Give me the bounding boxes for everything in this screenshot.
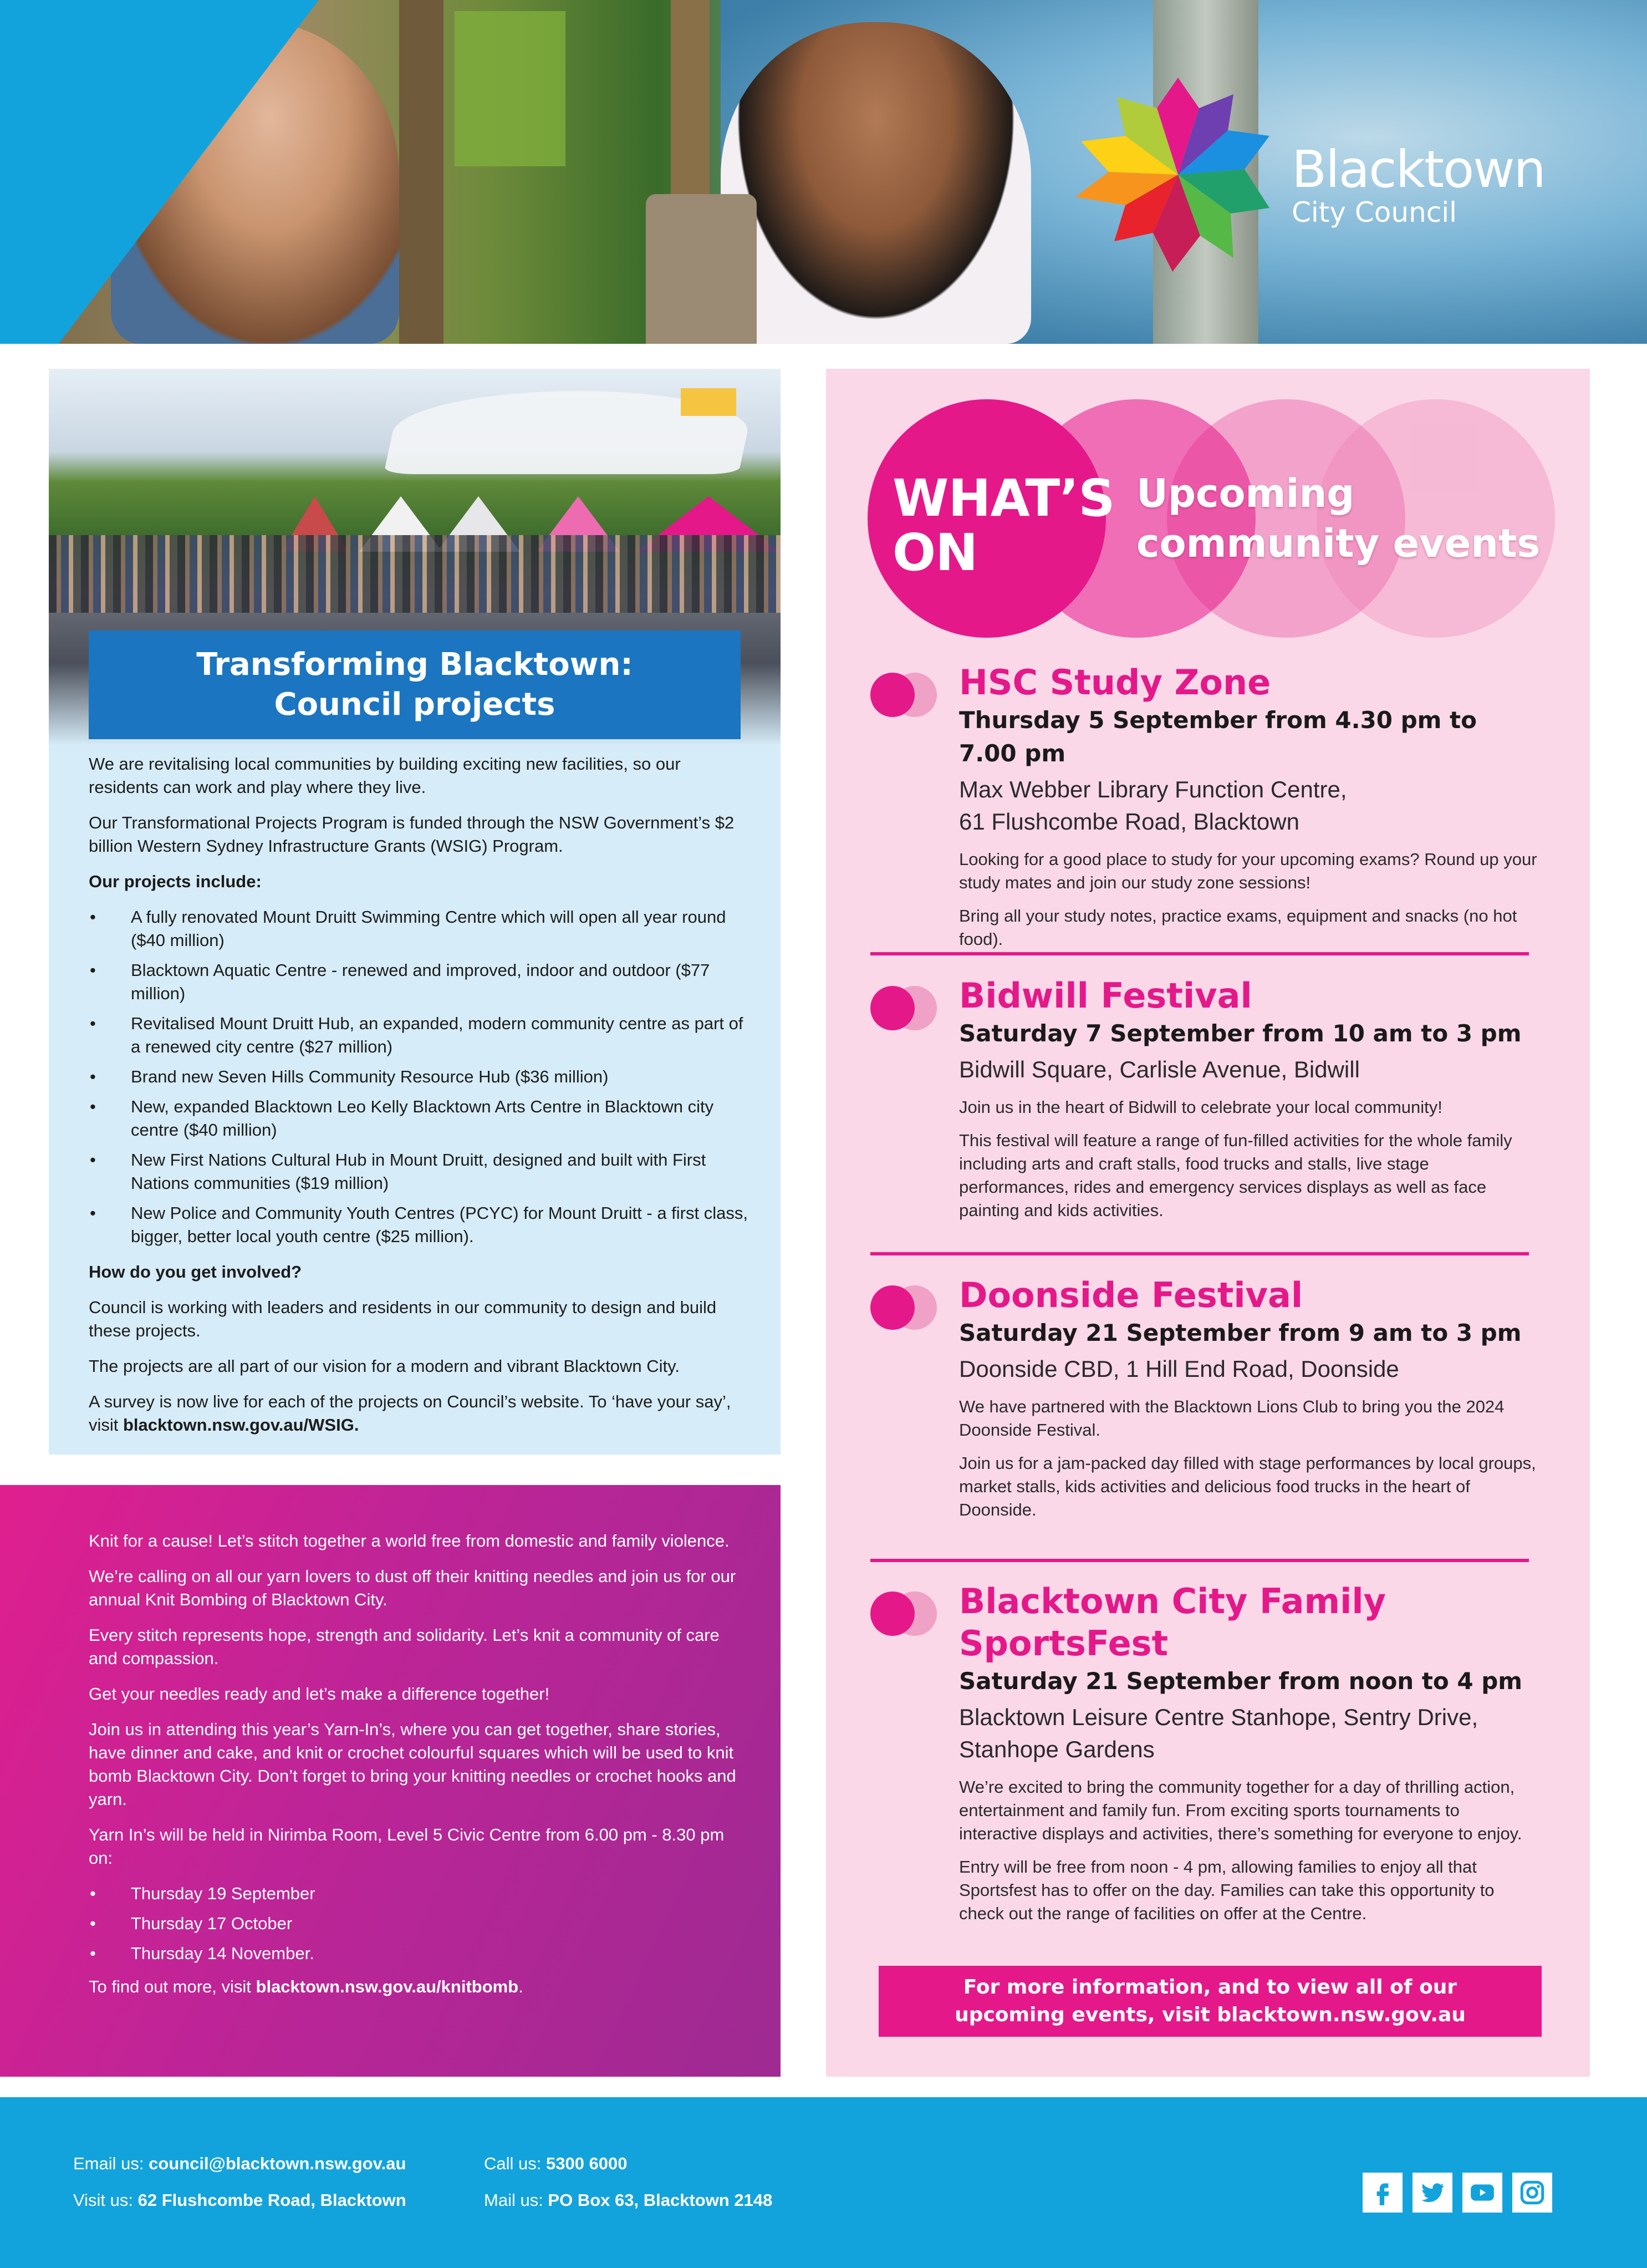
projects-title-box: [89, 630, 741, 739]
council-subname: City Council: [1292, 196, 1457, 228]
event-description: Looking for a good place to study for your upcoming exams? Round up your study mates and join our study zone sessions!: [959, 850, 1537, 892]
knit-paragraph: Join us in attending this year’s Yarn-In’s, where you can get together, share stories, have dinner and cake, and knit or crochet colourful squares which will be used to knit bomb Blacktown City. Don’t forget to bring your knitting needles or crochet hooks and yarn.: [89, 1720, 736, 1809]
event-description: We’re excited to bring the community together for a day of thrilling action, entertainment and family fun. From exciting sports tournaments to interactive displays and activities, there’s something for everyone to enjoy.: [959, 1777, 1522, 1843]
event-title: Blacktown City Family SportsFest: [959, 1581, 1386, 1664]
event-divider: [870, 1252, 1529, 1255]
whats-on-title: [893, 471, 1115, 580]
hero-photo-play-equipment: [455, 11, 565, 166]
knit-paragraph: Get your needles ready and let’s make a difference together!: [89, 1684, 550, 1703]
footer-call: [484, 2154, 628, 2174]
whats-on-title-line: WHAT’S: [893, 469, 1115, 528]
footer-call-label: Call us:: [484, 2154, 546, 2173]
event-bullet-icon: [870, 986, 942, 1030]
yarn-in-dates: [89, 1882, 743, 1965]
hero-photo-girl-right: [721, 22, 1031, 344]
council-wordmark: [1292, 140, 1545, 228]
knit-paragraph: We’re calling on all our yarn lovers to dust off their knitting needles and join us for our annual Knit Bombing of Blacktown City.: [89, 1567, 736, 1609]
footer-mail-address: PO Box 63, Blacktown 2148: [548, 2190, 773, 2210]
event-description: This festival will feature a range of fun-filled activities for the whole family including arts and craft stalls, food trucks and stalls, live stage performances, rides and emergency services displays as well as face painting and kids activities.: [959, 1131, 1512, 1220]
hero-photo-wooden-post: [646, 194, 757, 344]
yarn-in-date: • Thursday 17 October: [89, 1912, 743, 1935]
knit-paragraph: Yarn In’s will be held in Nirimba Room, Level 5 Civic Centre from 6.00 pm - 8.30 pm on:: [89, 1825, 725, 1868]
footer: [0, 2097, 1647, 2268]
footer-email-link[interactable]: council@blacktown.nsw.gov.au: [149, 2154, 406, 2173]
projects-list: [89, 906, 754, 1248]
projects-list-item: • Brand new Seven Hills Community Resource Hub ($36 million): [89, 1065, 754, 1089]
whats-on-subtitle-line: Upcoming: [1136, 471, 1355, 516]
event-bullet-icon: [870, 1591, 942, 1636]
footer-email-label: Email us:: [73, 2154, 149, 2173]
instagram-icon[interactable]: [1512, 2173, 1552, 2213]
event-description: We have partnered with the Blacktown Lions Club to bring you the 2024 Doonside Festival.: [959, 1397, 1505, 1440]
footer-email: [73, 2154, 406, 2174]
knit-more-end: .: [518, 1977, 523, 1996]
event-description: Bring all your study notes, practice exams, equipment and snacks (no hot food).: [959, 906, 1517, 949]
footer-mail-label: Mail us:: [484, 2190, 548, 2210]
projects-list-item: • New, expanded Blacktown Leo Kelly Blacktown Arts Centre in Blacktown city centre ($40 million): [89, 1095, 754, 1142]
footer-visit-label: Visit us:: [73, 2190, 138, 2210]
knit-bomb-panel: [0, 1485, 781, 2077]
knit-body: [89, 1529, 743, 2011]
yarn-in-date: • Thursday 14 November.: [89, 1942, 743, 1965]
hero-photo-post: [399, 0, 443, 344]
projects-list-item: • Revitalised Mount Druitt Hub, an expanded, modern community centre as part of a renewed city centre ($27 million): [89, 1012, 754, 1059]
council-star-logo-icon: [1062, 72, 1294, 277]
projects-list-item: • A fully renovated Mount Druitt Swimming Centre which will open all year round ($40 million): [89, 906, 754, 952]
projects-panel: [49, 369, 781, 1455]
event-where: Blacktown Leisure Centre Stanhope, Sentry Drive, Stanhope Gardens: [959, 1704, 1478, 1762]
photo-shop-sign: [681, 388, 736, 416]
event-bullet-icon: [870, 673, 942, 717]
youtube-icon[interactable]: [1462, 2173, 1502, 2213]
knit-paragraph: Every stitch represents hope, strength and solidarity. Let’s knit a community of care and compassion.: [89, 1625, 720, 1668]
involve-heading: How do you get involved?: [89, 1262, 302, 1282]
event-where: Max Webber Library Function Centre, 61 Flushcombe Road, Blacktown: [959, 776, 1347, 835]
event-description: Entry will be free from noon - 4 pm, allowing families to enjoy all that Sportsfest has to offer on the day. Families can take this opportunity to check out the range of facilities on offer at the Centre.: [959, 1857, 1495, 1923]
projects-intro-paragraph: We are revitalising local communities by building exciting new facilities, so our residents can work and play where they live.: [89, 754, 681, 797]
wsig-link[interactable]: blacktown.nsw.gov.au/WSIG.: [123, 1415, 359, 1435]
whats-on-subtitle-line: community events: [1136, 521, 1541, 566]
footer-phone-link[interactable]: 5300 6000: [545, 2154, 628, 2173]
event-title: HSC Study Zone: [959, 662, 1271, 703]
hero-banner: [0, 0, 1647, 344]
knit-paragraph: Knit for a cause! Let’s stitch together a world free from domestic and family violence.: [89, 1531, 730, 1550]
facebook-icon[interactable]: [1363, 2173, 1403, 2213]
event-when: Thursday 5 September from 4.30 pm to 7.00 pm: [959, 706, 1477, 767]
projects-intro-paragraph: Our Transformational Projects Program is funded through the NSW Government’s $2 billion Western Sydney Infrastructure Grants (WSIG) Program.: [89, 813, 735, 856]
knit-more-text: To find out more, visit: [89, 1977, 256, 1996]
footer-mail: [484, 2190, 772, 2210]
corner-triangle: [0, 0, 319, 344]
whats-on-panel: [826, 369, 1590, 2077]
event-divider: [870, 952, 1529, 955]
event-title: Bidwill Festival: [959, 975, 1252, 1016]
projects-list-item: • New Police and Community Youth Centres (PCYC) for Mount Druitt - a first class, bigger, better local youth centre ($25 million).: [89, 1202, 754, 1248]
event-divider: [870, 1559, 1529, 1562]
projects-list-heading: Our projects include:: [89, 872, 262, 891]
event-title: Doonside Festival: [959, 1275, 1303, 1315]
council-name: Blacktown: [1292, 140, 1545, 199]
survey-text: A survey is now live for each of the projects on Council’s website. To ‘have your say’, visit: [89, 1392, 731, 1435]
photo-crowd: [49, 535, 781, 613]
event-where: Bidwill Square, Carlisle Avenue, Bidwill: [959, 1056, 1360, 1082]
whats-on-title-line: ON: [893, 523, 978, 582]
involve-paragraph: Council is working with leaders and residents in our community to design and build these projects.: [89, 1298, 717, 1340]
yarn-in-date: • Thursday 19 September: [89, 1882, 743, 1905]
event-when: Saturday 7 September from 10 am to 3 pm: [959, 1020, 1522, 1047]
twitter-icon[interactable]: [1413, 2173, 1452, 2213]
event-where: Doonside CBD, 1 Hill End Road, Doonside: [959, 1356, 1399, 1382]
event-description: Join us for a jam-packed day filled with stage performances by local groups, market stalls, kids activities and delicious food trucks in the heart of Doonside.: [959, 1453, 1536, 1519]
event-when: Saturday 21 September from noon to 4 pm: [959, 1667, 1523, 1695]
projects-title: Transforming Blacktown: Council projects: [196, 647, 633, 723]
whats-on-subtitle: [1136, 469, 1540, 568]
event-description: Join us in the heart of Bidwill to celebrate your local community!: [959, 1097, 1442, 1117]
event-bullet-icon: [870, 1285, 942, 1330]
more-info-button[interactable]: For more information, and to view all of our upcoming events, visit blacktown.nsw.gov.au: [879, 1966, 1542, 2037]
knit-more-paragraph: [89, 1975, 743, 1999]
knitbomb-link[interactable]: blacktown.nsw.gov.au/knitbomb: [256, 1977, 519, 1996]
projects-list-item: • Blacktown Aquatic Centre - renewed and improved, indoor and outdoor ($77 million): [89, 959, 754, 1005]
survey-paragraph: [89, 1390, 754, 1437]
event-when: Saturday 21 September from 9 am to 3 pm: [959, 1319, 1522, 1346]
social-links: [1363, 2173, 1552, 2213]
projects-list-item: • New First Nations Cultural Hub in Mount Druitt, designed and built with First Nations communities ($19 million): [89, 1148, 754, 1195]
footer-visit-address: 62 Flushcombe Road, Blacktown: [137, 2190, 406, 2210]
involve-paragraph: The projects are all part of our vision for a modern and vibrant Blacktown City.: [89, 1356, 680, 1376]
footer-visit: [73, 2190, 406, 2210]
projects-body: [89, 752, 754, 1449]
